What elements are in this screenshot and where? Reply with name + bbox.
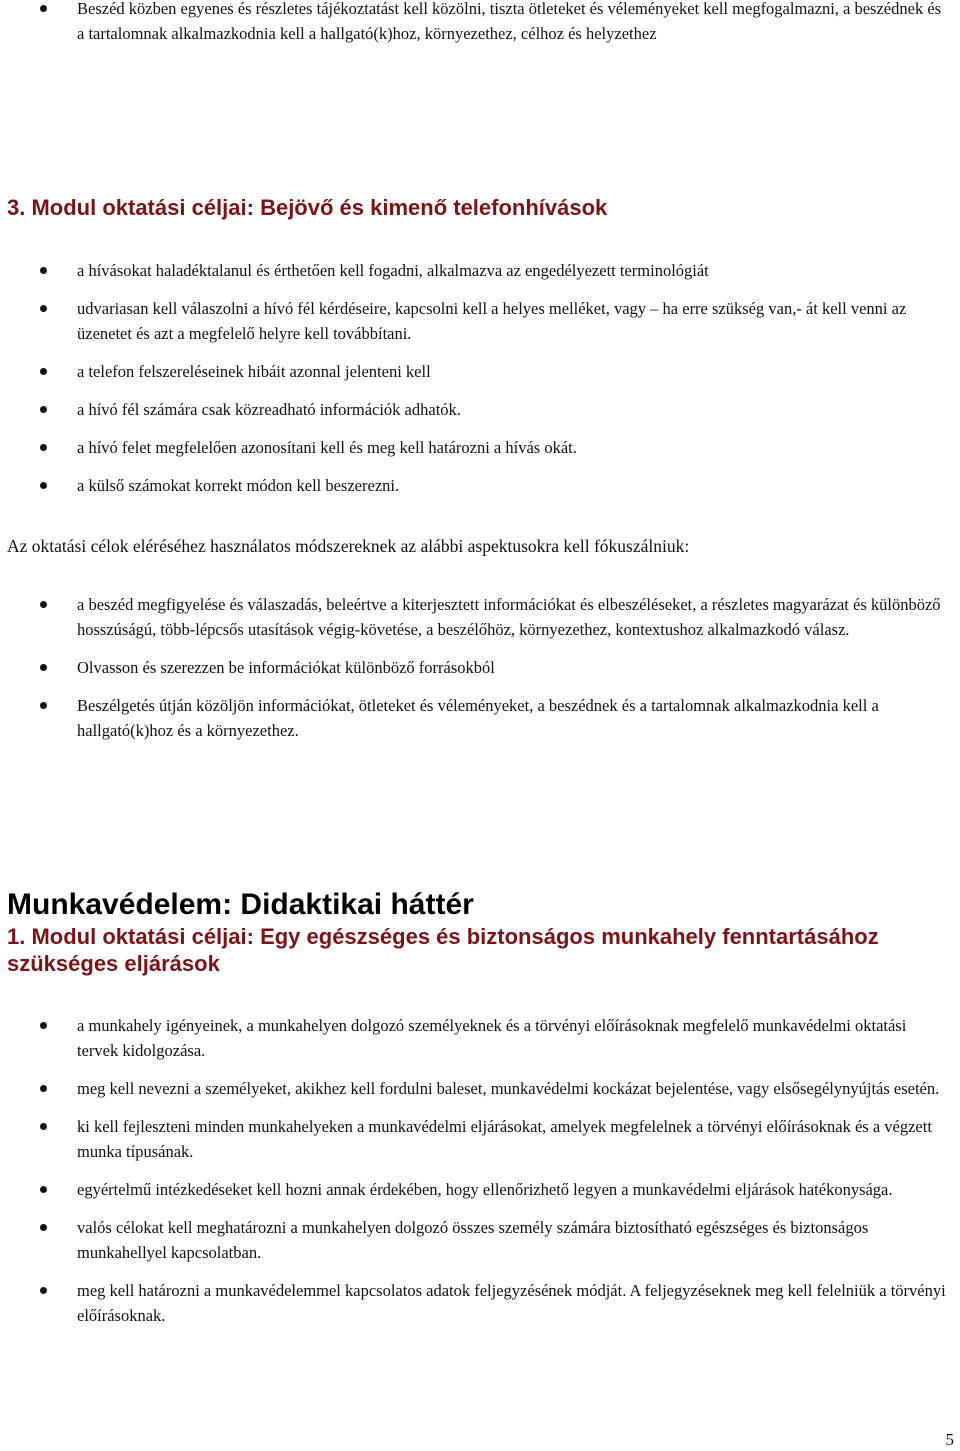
list-item-text: egyértelmű intézkedéseket kell hozni annak érdekében, hogy ellenőrizhető legyen a munkavédelmi eljárások hatékonysága. (77, 1180, 893, 1199)
bullet-icon (40, 267, 47, 274)
bullet-icon (40, 444, 47, 451)
list-item (0, 1114, 960, 1164)
list-item (0, 435, 960, 460)
bullet-icon (40, 1085, 47, 1092)
list-item (0, 473, 960, 498)
list-item-text: Beszélgetés útján közöljön információkat, ötleteket és véleményeket, a beszédnek és a tartalomnak alkalmazkodnia kell a hallgató(k)hoz és a környezethez. (77, 696, 879, 740)
list-item-text: a külső számokat korrekt módon kell beszerezni. (77, 476, 400, 495)
list-item (0, 1215, 960, 1265)
list-item-text: Olvasson és szerezzen be információkat különböző forrásokból (77, 658, 495, 677)
methods-intro: Az oktatási célok eléréséhez használatos módszereknek az alábbi aspektusokra kell fókuszálniuk: (7, 536, 690, 556)
safety-bullet-list (0, 1013, 960, 1341)
list-item-text: a munkahely igényeinek, a munkahelyen dolgozó személyeknek és a törvényi előírásoknak megfelelő munkavédelmi oktatási tervek kidolgozása. (77, 1016, 907, 1060)
list-item (0, 0, 960, 46)
module3-title: 3. Modul oktatási céljai: Bejövő és kimenő telefonhívások (7, 195, 608, 220)
list-item-text: meg kell nevezni a személyeket, akikhez kell fordulni baleset, munkavédelmi kockázat bejelentése, vagy elsősegélynyújtás esetén. (77, 1079, 940, 1098)
list-item-text: a hívó fél számára csak közreadható információk adhatók. (77, 400, 461, 419)
list-item-text: a hívásokat haladéktalanul és érthetően kell fogadni, alkalmazva az engedélyezett terminológiát (77, 261, 709, 280)
bullet-icon (40, 482, 47, 489)
list-item-text: ki kell fejleszteni minden munkahelyeken a munkavédelmi eljárásokat, amelyek megfelelnek a törvényi előírásoknak és a végzett munka típusának. (77, 1117, 932, 1161)
list-item (0, 359, 960, 384)
list-item (0, 397, 960, 422)
bullet-icon (40, 702, 47, 709)
list-item (0, 1076, 960, 1101)
list-item (0, 693, 960, 743)
safety-module1-title: 1. Modul oktatási céljai: Egy egészséges és biztonságos munkahely fenntartásához szükséges eljárások (7, 924, 879, 976)
bullet-icon (40, 5, 47, 12)
list-item-text: meg kell határozni a munkavédelemmel kapcsolatos adatok feljegyzésének módját. A feljegyzéseknek meg kell felelniük a törvényi előírásoknak. (77, 1281, 946, 1325)
list-item (0, 592, 960, 642)
list-item (0, 1177, 960, 1202)
list-item-text: udvariasan kell válaszolni a hívó fél kérdéseire, kapcsolni kell a helyes melléket, vagy – ha erre szükség van,- át kell venni az üzenetet és azt a megfelelő helyre kell továbbítani. (77, 299, 907, 343)
list-item-text: valós célokat kell meghatározni a munkahelyen dolgozó összes személy számára biztosítható egészséges és biztonságos munkahellyel kapcsolatban. (77, 1218, 869, 1262)
list-item (0, 655, 960, 680)
list-item (0, 258, 960, 283)
list-item-text: a beszéd megfigyelése és válaszadás, beleértve a kiterjesztett információkat és elbeszéléseket, a részletes magyarázat és különböző hosszúságú, több-lépcsős utasítások végig-követése, a beszélőhöz, környezethez, kontextushoz alkalmazkodó válasz. (77, 595, 941, 639)
bullet-icon (40, 664, 47, 671)
bullet-icon (40, 1224, 47, 1231)
list-item-text: Beszéd közben egyenes és részletes tájékoztatást kell közölni, tiszta ötleteket és véleményeket kell megfogalmazni, a beszédnek és a tartalomnak alkalmazkodnia kell a hallgató(k)hoz, környezethez, célhoz és helyzethez (77, 0, 942, 43)
bullet-icon (40, 1186, 47, 1193)
top-bullet-list (0, 0, 960, 59)
bullet-icon (40, 406, 47, 413)
module3-bullet-list (0, 258, 960, 511)
list-item (0, 1278, 960, 1328)
safety-heading: Munkavédelem: Didaktikai háttér (7, 888, 474, 921)
page-number: 5 (945, 1430, 954, 1449)
list-item-text: a hívó felet megfelelően azonosítani kell és meg kell határozni a hívás okát. (77, 438, 577, 457)
bullet-icon (40, 1123, 47, 1130)
bullet-icon (40, 368, 47, 375)
list-item-text: a telefon felszereléseinek hibáit azonnal jelenteni kell (77, 362, 431, 381)
bullet-icon (40, 1287, 47, 1294)
list-item (0, 1013, 960, 1063)
bullet-icon (40, 601, 47, 608)
methods-bullet-list (0, 592, 960, 756)
bullet-icon (40, 1022, 47, 1029)
bullet-icon (40, 305, 47, 312)
list-item (0, 296, 960, 346)
